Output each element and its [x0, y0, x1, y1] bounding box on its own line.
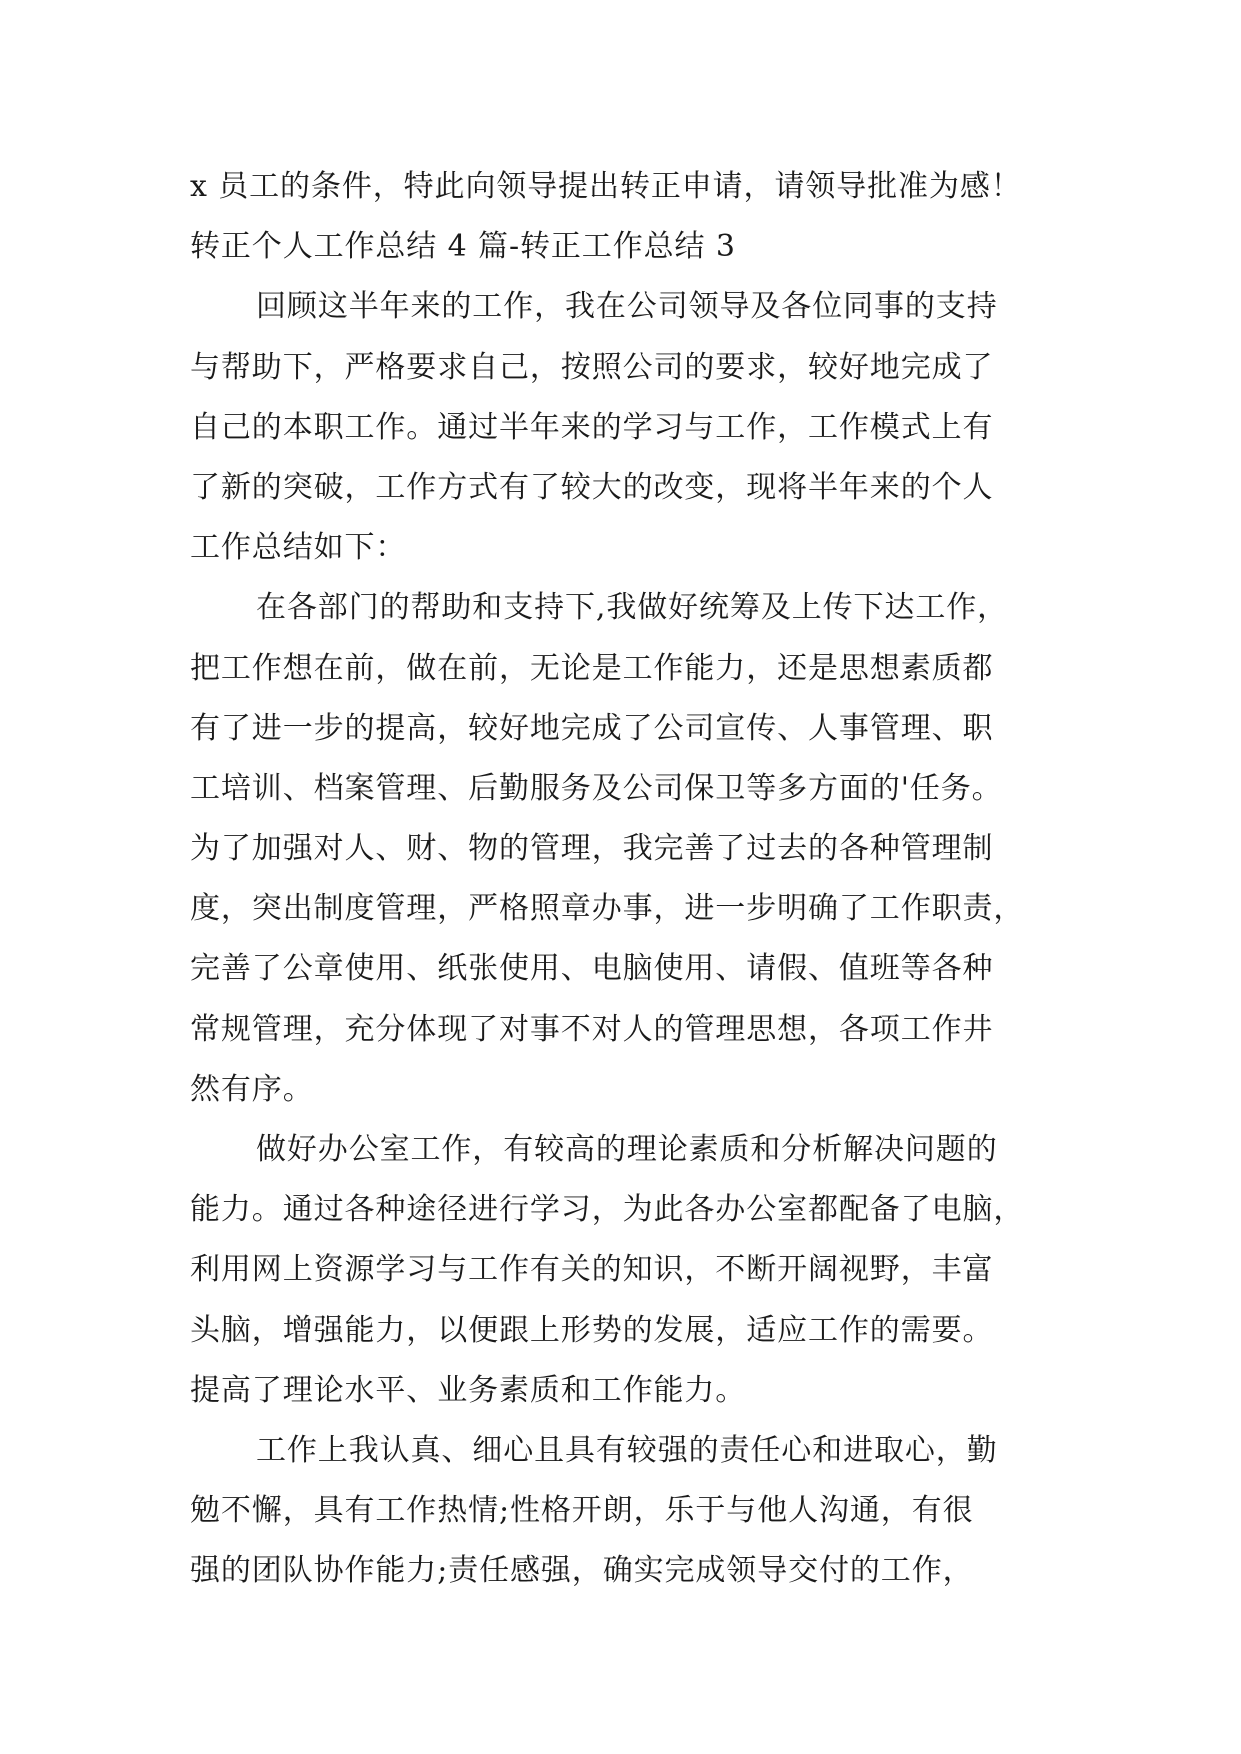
paragraph-line: 回顾这半年来的工作，我在公司领导及各位同事的支持 — [256, 289, 998, 325]
paragraph-line: 在各部门的帮助和支持下,我做好统筹及上传下达工作， — [256, 590, 1009, 626]
paragraph-line: 把工作想在前，做在前，无论是工作能力，还是思想素质都 — [190, 650, 994, 686]
paragraph-line: 利用网上资源学习与工作有关的知识，不断开阔视野，丰富 — [190, 1252, 994, 1288]
paragraph-line: 完善了公章使用、纸张使用、电脑使用、请假、值班等各种 — [190, 951, 994, 987]
paragraph-line: 能力。通过各种途径进行学习，为此各办公室都配备了电脑， — [190, 1192, 1025, 1228]
paragraph-line: 工作上我认真、细心且具有较强的责任心和进取心，勤 — [256, 1432, 998, 1468]
paragraph-line: 提高了理论水平、业务素质和工作能力。 — [190, 1372, 747, 1408]
paragraph-line: 度，突出制度管理，严格照章办事，进一步明确了工作职责， — [190, 891, 1025, 927]
paragraph-line: 与帮助下，严格要求自己，按照公司的要求，较好地完成了 — [190, 349, 994, 385]
paragraph-line: 做好办公室工作，有较高的理论素质和分析解决问题的 — [256, 1132, 998, 1167]
section-heading: 转正个人工作总结 4 篇-转正工作总结 3 — [190, 229, 736, 265]
paragraph-line: 工作总结如下： — [190, 530, 407, 566]
paragraph-line: 常规管理，充分体现了对事不对人的管理思想，各项工作井 — [190, 1011, 994, 1047]
paragraph-line: 为了加强对人、财、物的管理，我完善了过去的各种管理制 — [190, 831, 994, 867]
paragraph-line: 自己的本职工作。通过半年来的学习与工作，工作模式上有 — [190, 409, 994, 445]
paragraph-line: 头脑，增强能力，以便跟上形势的发展，适应工作的需要。 — [190, 1312, 994, 1348]
paragraph-line: 有了进一步的提高，较好地完成了公司宣传、人事管理、职 — [190, 710, 994, 746]
paragraph-line: 工培训、档案管理、后勤服务及公司保卫等多方面的'任务。 — [190, 770, 1003, 806]
paragraph-line: 勉不懈，具有工作热情;性格开朗，乐于与他人沟通，有很 — [190, 1493, 974, 1529]
paragraph-line: 然有序。 — [190, 1071, 314, 1107]
paragraph-line: 强的团队协作能力;责任感强，确实完成领导交付的工作， — [190, 1553, 974, 1589]
document-body — [190, 157, 1050, 1602]
text-line: x 员工的条件，特此向领导提出转正申请，请领导批准为感！ — [190, 169, 1022, 204]
paragraph-line: 了新的突破，工作方式有了较大的改变，现将半年来的个人 — [190, 469, 994, 505]
